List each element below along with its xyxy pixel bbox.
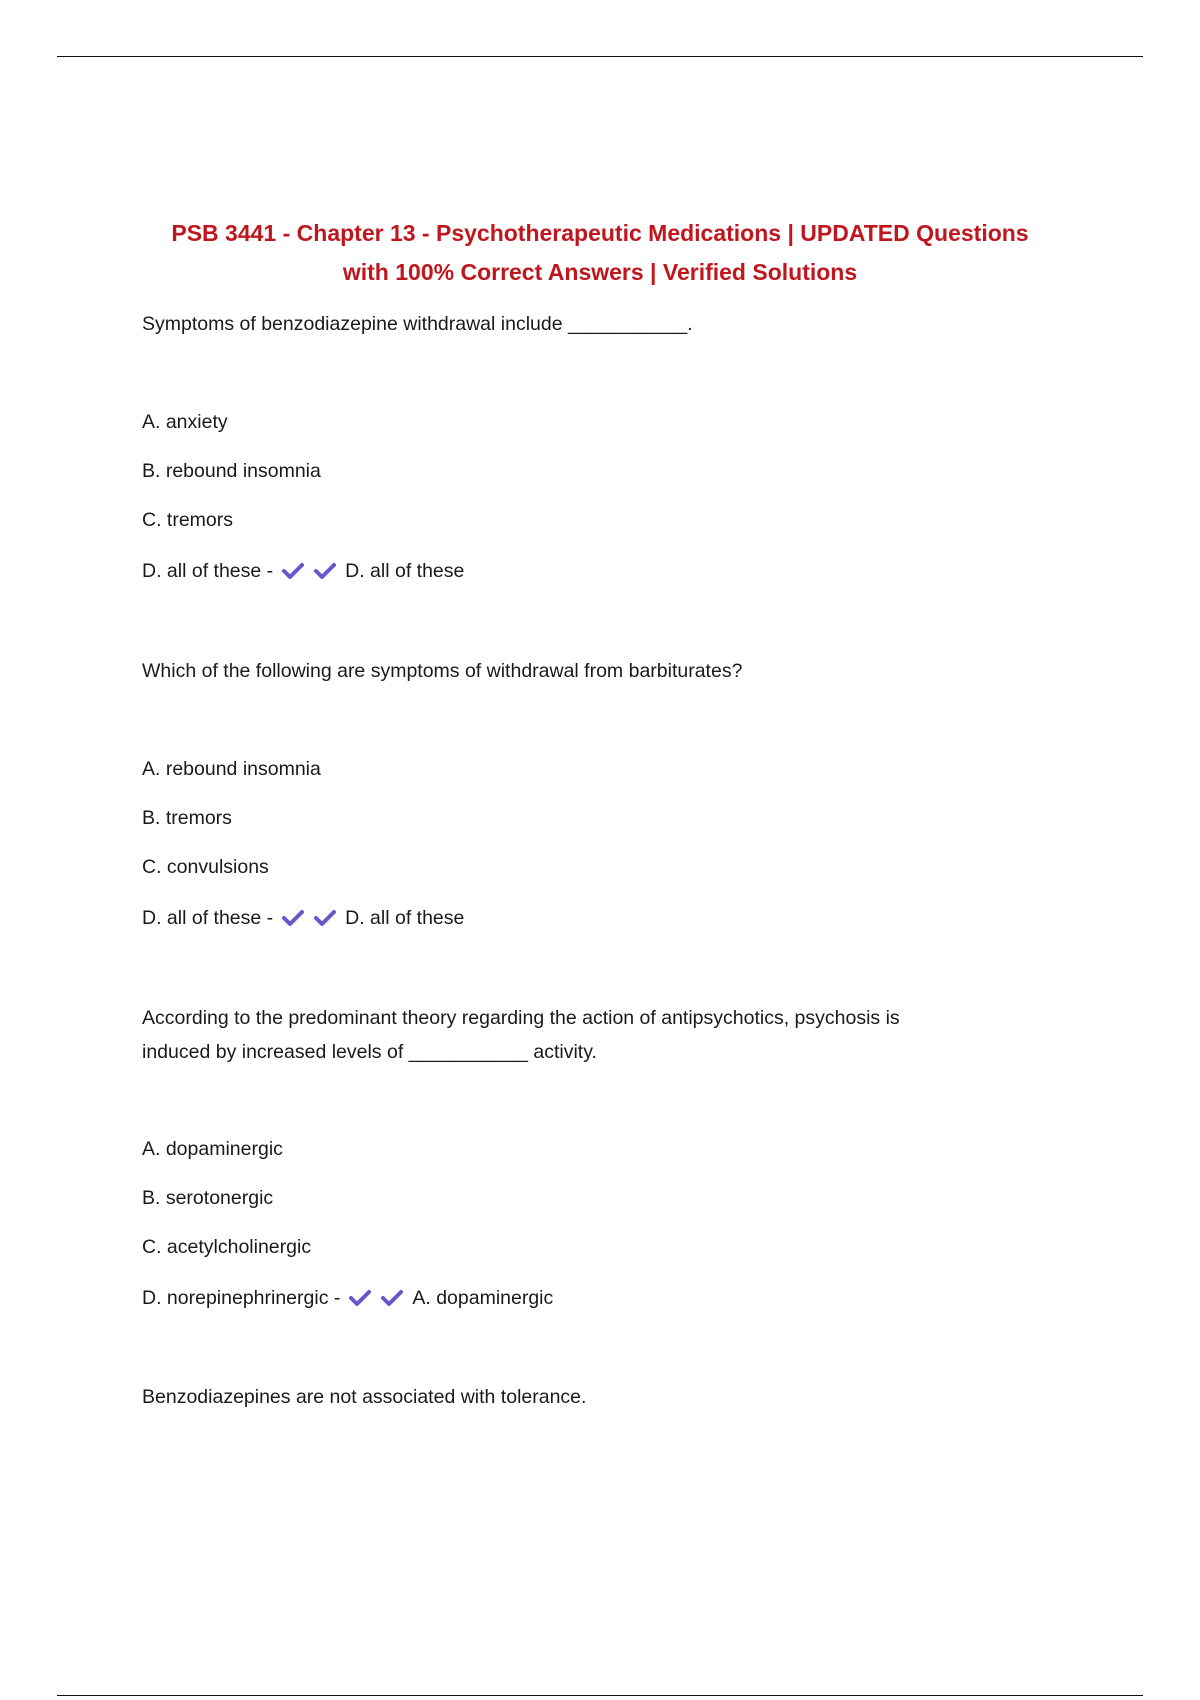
question-1-option-c: C. tremors (142, 509, 234, 531)
question-3-option-b: B. serotonergic (142, 1187, 274, 1209)
checkmark-icon (313, 561, 337, 581)
question-1-option-d-row (142, 558, 464, 584)
question-2-prompt: Which of the following are symptoms of withdrawal from barbiturates? (142, 660, 743, 682)
question-3-option-d-row (142, 1285, 553, 1311)
checkmark-icon (281, 908, 305, 928)
bottom-rule (57, 1695, 1143, 1696)
question-1-answer: D. all of these (345, 560, 465, 582)
question-2-option-c: C. convulsions (142, 856, 269, 878)
question-1-prompt: Symptoms of benzodiazepine withdrawal include ___________. (142, 313, 693, 335)
question-2-option-b: B. tremors (142, 807, 232, 829)
question-3-option-d: D. norepinephrinergic - (142, 1287, 341, 1309)
question-2-option-a: A. rebound insomnia (142, 758, 321, 780)
question-3-prompt-line-1: According to the predominant theory regarding the action of antipsychotics, psychosis is (142, 1007, 900, 1029)
question-4-prompt: Benzodiazepines are not associated with tolerance. (142, 1386, 587, 1408)
checkmark-icon (281, 561, 305, 581)
question-1-option-b: B. rebound insomnia (142, 460, 321, 482)
question-2-option-d: D. all of these - (142, 907, 274, 929)
checkmark-icon (313, 908, 337, 928)
question-3-prompt-line-2: induced by increased levels of ___________ activity. (142, 1041, 597, 1063)
checkmark-icon (348, 1288, 372, 1308)
question-2-option-d-row (142, 905, 464, 931)
document-title (100, 214, 1100, 292)
question-1-option-a: A. anxiety (142, 411, 228, 433)
checkmark-icon (380, 1288, 404, 1308)
question-3-option-c: C. acetylcholinergic (142, 1236, 312, 1258)
top-rule (57, 56, 1143, 57)
question-3-answer: A. dopaminergic (412, 1287, 554, 1309)
title-line-2: with 100% Correct Answers | Verified Solutions (342, 259, 858, 285)
title-line-1: PSB 3441 - Chapter 13 - Psychotherapeutic Medications | UPDATED Questions (171, 220, 1029, 246)
question-1-option-d: D. all of these - (142, 560, 274, 582)
question-3-option-a: A. dopaminergic (142, 1138, 283, 1160)
question-2-answer: D. all of these (345, 907, 465, 929)
